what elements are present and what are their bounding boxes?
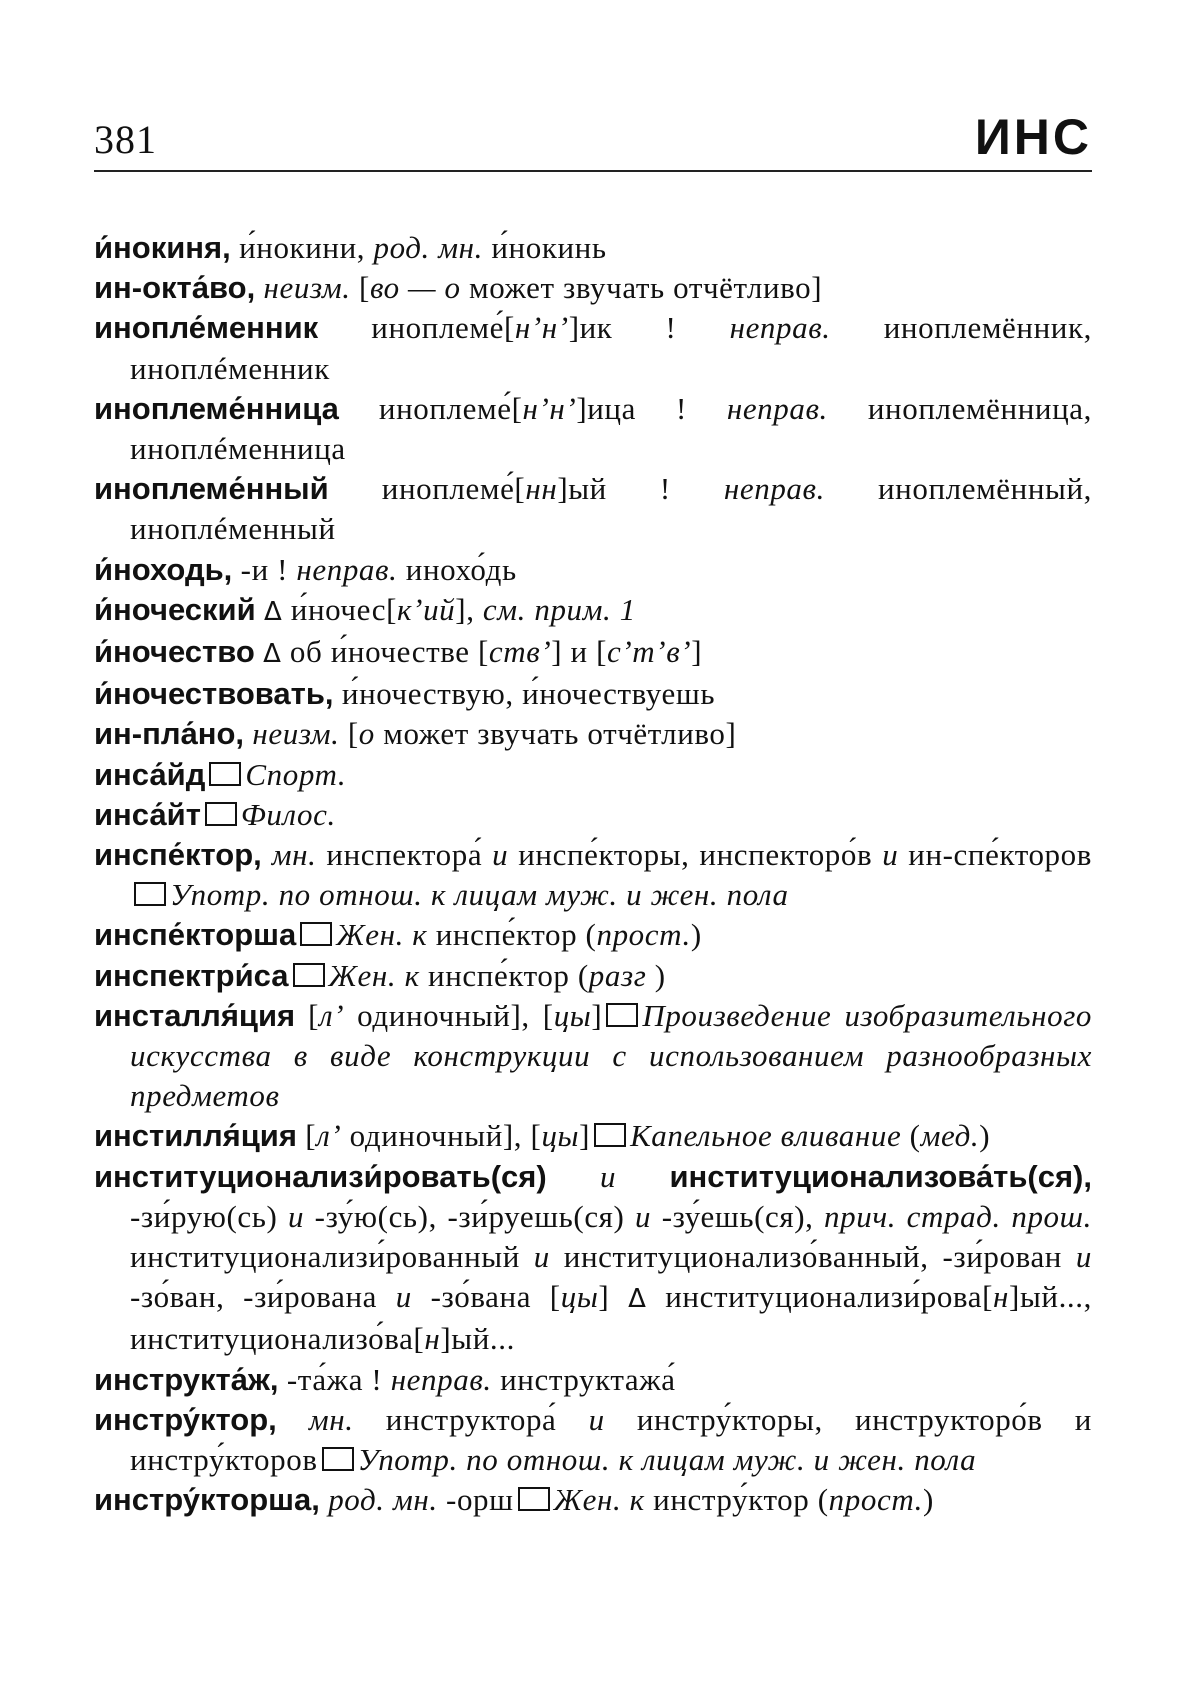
entry-text: и́ночествую, и́ночествуешь (333, 676, 716, 712)
italic-note: неизм. (263, 270, 351, 306)
italic-note: лʼ (319, 997, 345, 1033)
entry-instillyatsiya (94, 1116, 1092, 1156)
entry-installyatsiya (94, 996, 1092, 1117)
entry-text (256, 592, 264, 627)
italic-note: мн. (271, 837, 317, 873)
entry-instruktazh (94, 1360, 1092, 1400)
italic-note: Жен. к (336, 917, 428, 953)
headword: и́ночество (94, 634, 255, 670)
italic-note: цы (541, 1118, 580, 1154)
triangle-icon: Δ (264, 596, 283, 627)
entry-text: -зо́ван, -зи́рована (130, 1279, 396, 1315)
entry-text: ) (923, 1482, 934, 1518)
italic-note: неправ. (726, 390, 828, 426)
entry-text: ]ый ! (557, 471, 724, 507)
entry-instruktorsha (94, 1480, 1092, 1520)
entry-text: и́ночес[ (282, 591, 398, 627)
italic-note: цы (560, 1279, 599, 1315)
entry-text: одиночный], [ (341, 1118, 542, 1154)
italic-note: разг (588, 957, 647, 993)
italic-note: Произведение изобразительного искусства в виде конструкции с использованием разнообразных предметов (130, 997, 1092, 1114)
entry-inoplemennitsa (94, 389, 1092, 469)
square-box-icon (606, 1003, 638, 1027)
entry-text: ] (691, 634, 703, 670)
entry-text: иноплеме́[ (338, 390, 523, 426)
entry-inokinya (94, 228, 1092, 268)
entry-text (262, 837, 272, 872)
headword: иноплеме́нный (94, 471, 329, 507)
entry-text (255, 270, 263, 305)
headword: и́ноческий (94, 591, 256, 627)
square-box-icon (134, 882, 166, 906)
italic-note: о (358, 716, 375, 752)
entry-text: [ (339, 716, 359, 752)
entry-text: инструктажа́ (491, 1361, 676, 1397)
entry-text: ] (598, 1279, 629, 1315)
headword: инстру́ктор, (94, 1401, 277, 1437)
entry-text: одиночный], [ (344, 997, 554, 1033)
headword: институционализи́ровать(ся) (94, 1158, 547, 1194)
entry-text: -и ! (232, 551, 297, 587)
italic-note: и (492, 837, 509, 873)
italic-note: н (993, 1279, 1010, 1315)
italic-note: и (533, 1239, 550, 1275)
page-header (94, 108, 1092, 168)
italic-note: неправ. (390, 1361, 492, 1397)
headword: и́ноходь, (94, 551, 233, 587)
headword: инстилля́ция (94, 1118, 297, 1154)
headword: инстру́кторша, (94, 1482, 320, 1518)
entry-inspektor (94, 835, 1092, 915)
entry-text: об и́ночестве [ (281, 634, 489, 670)
italic-note: неправ. (296, 551, 398, 587)
entry-text: ]ый... (440, 1321, 515, 1357)
italic-note: и (395, 1279, 412, 1315)
entry-text: ] (591, 997, 603, 1033)
entry-text: инохо́дь (397, 551, 517, 587)
headword: инспектри́са (94, 957, 289, 993)
triangle-icon: Δ (263, 639, 282, 670)
entry-text: ]ик ! (568, 310, 730, 346)
italic-note: мед. (920, 1118, 980, 1154)
italic-note: Употр. по отнош. к лицам муж. и жен. пола (357, 1442, 977, 1478)
entry-institutsionalizirovat (94, 1157, 1092, 1360)
triangle-icon: Δ (628, 1284, 647, 1315)
entry-inoplemennik (94, 308, 1092, 388)
headword: ин-окта́во, (94, 270, 256, 306)
italic-note: мн. (308, 1401, 354, 1437)
entry-text: ], (455, 591, 483, 627)
italic-note: см. прим. 1 (482, 591, 636, 627)
square-box-icon (518, 1487, 550, 1511)
italic-note: прост. (828, 1482, 924, 1518)
entry-insayd (94, 755, 1092, 795)
entry-inochestvo (94, 632, 1092, 674)
entry-text: институционализи́рованный (130, 1239, 534, 1275)
italic-note: Спорт. (245, 756, 347, 792)
italic-note: прост. (596, 917, 691, 953)
headword: иноплеме́нница (94, 390, 339, 426)
italic-note: лʼ (316, 1118, 342, 1154)
entry-text: инспе́ктор ( (427, 917, 597, 953)
italic-note: цы (553, 997, 592, 1033)
square-box-icon (322, 1447, 354, 1471)
entry-text: -зу́ю(сь), -зи́руешь(ся) (304, 1198, 636, 1234)
entry-instruktor (94, 1400, 1092, 1480)
entry-text: ( (901, 1118, 921, 1154)
italic-note: кʼий (397, 591, 456, 627)
entry-text: ]ый..., институционализо́ва[ (130, 1279, 1092, 1357)
entry-text: иноплемённик, иноплéменник (130, 310, 1092, 386)
square-box-icon (293, 963, 325, 987)
entry-text: ) (979, 1118, 991, 1154)
entry-text: ) (646, 957, 666, 993)
italic-note: Филос. (240, 796, 336, 832)
headword: и́нокиня, (94, 230, 231, 265)
italic-note: род. мн. (373, 230, 483, 265)
entry-in-oktavo (94, 268, 1092, 308)
italic-note: Капельное вливание (630, 1118, 902, 1154)
page-number: 381 (94, 117, 157, 162)
entry-text: иноплеме́[ (328, 471, 526, 507)
italic-note: и (288, 1198, 305, 1234)
entry-text: инстру́ктор ( (644, 1482, 829, 1518)
entry-text: инспе́ктор ( (419, 957, 589, 993)
entry-text: институционализи́рова[ (646, 1279, 994, 1315)
headword: инспе́ктор, (94, 837, 262, 873)
entry-in-plano (94, 714, 1092, 754)
entry-text (616, 1159, 669, 1194)
italic-note: Употр. по отнош. к лицам муж. и жен. пола (170, 877, 789, 913)
entry-text (277, 1402, 309, 1437)
entry-text: -орш (437, 1482, 514, 1518)
italic-note: во — о (369, 270, 461, 306)
italic-note: сʼтʼвʼ (607, 634, 692, 670)
entry-text: -та́жа ! (278, 1361, 391, 1397)
entry-text (320, 1482, 328, 1517)
entry-inoplemennyy (94, 469, 1092, 549)
entry-text: иноплемённый, иноплéменный (130, 471, 1093, 547)
entry-inspektorsha (94, 915, 1092, 955)
headword: инса́йт (94, 796, 201, 832)
entry-inokhod (94, 550, 1092, 590)
entry-inocheskiy (94, 590, 1092, 632)
italic-note: нʼнʼ (514, 310, 569, 346)
entry-text: и́нокинь (482, 230, 607, 265)
entry-text: инструктора́ (353, 1401, 589, 1437)
square-box-icon (594, 1123, 626, 1147)
entry-text: [ (295, 997, 320, 1033)
headword: инсталля́ция (94, 997, 296, 1033)
entry-text: и́нокини, (230, 230, 374, 265)
italic-note: Жен. к (553, 1482, 645, 1518)
entry-text: [ (350, 270, 370, 306)
header-rule (94, 170, 1092, 172)
section-title: ИНС (974, 109, 1092, 165)
italic-note: неизм. (252, 716, 340, 752)
entry-text: ] (579, 1118, 591, 1154)
entry-inspektrisa (94, 956, 1092, 996)
entry-text: -зу́ешь(ся), (651, 1198, 825, 1234)
italic-note: н (424, 1321, 441, 1357)
entry-text (255, 634, 263, 669)
entry-text: ] и [ (551, 634, 607, 670)
entry-text: -зи́рую(сь) (130, 1198, 289, 1234)
italic-note: нʼнʼ (522, 390, 577, 426)
headword: и́ночествовать, (94, 676, 334, 712)
headword: инса́йд (94, 756, 206, 792)
entry-text: инстру́кторы, инструкторо́в и инстру́кторов (130, 1401, 1092, 1478)
entry-text: институционализо́ванный, -зи́рован (549, 1239, 1076, 1275)
entry-text: инспектора́ (316, 837, 493, 873)
entry-insayt (94, 795, 1092, 835)
italic-note: неправ. (729, 310, 831, 346)
entry-text: иноплеме́[ (318, 310, 515, 346)
entry-text: может звучать отчётливо] (460, 270, 823, 306)
square-box-icon (205, 802, 237, 826)
entry-inochestvovat (94, 674, 1092, 714)
square-box-icon (209, 762, 241, 786)
square-box-icon (300, 922, 332, 946)
entry-text: инспе́кторы, инспекторо́в (508, 837, 883, 873)
italic-note: прич. страд. прош. (824, 1198, 1092, 1234)
italic-note: и (600, 1158, 617, 1194)
headword: инопле́менник (94, 310, 319, 346)
headword: инспе́кторша (94, 917, 297, 953)
italic-note: и (1075, 1239, 1092, 1275)
entry-text: -зо́вана [ (411, 1279, 561, 1315)
headword: ин-пла́но, (94, 716, 245, 752)
headword: институционализова́ть(ся), (669, 1158, 1092, 1194)
entry-text: [ (296, 1118, 317, 1154)
italic-note: и (882, 837, 899, 873)
entry-text: ин-спе́кторов (898, 837, 1092, 873)
italic-note: и (588, 1401, 605, 1437)
italic-note: и (635, 1198, 652, 1234)
italic-note: нн (525, 471, 558, 507)
headword: инструкта́ж, (94, 1361, 279, 1397)
entry-text: ]ица ! (576, 390, 727, 426)
entry-text (547, 1159, 600, 1194)
entry-text: иноплемённица, иноплéменница (130, 390, 1093, 467)
dictionary-entries (94, 228, 1092, 1521)
italic-note: род. мн. (328, 1482, 438, 1518)
italic-note: неправ. (723, 471, 825, 507)
entry-text: ) (690, 917, 702, 953)
italic-note: ствʼ (488, 634, 552, 670)
italic-note: Жен. к (328, 957, 420, 993)
entry-text: может звучать отчётливо] (374, 716, 737, 752)
